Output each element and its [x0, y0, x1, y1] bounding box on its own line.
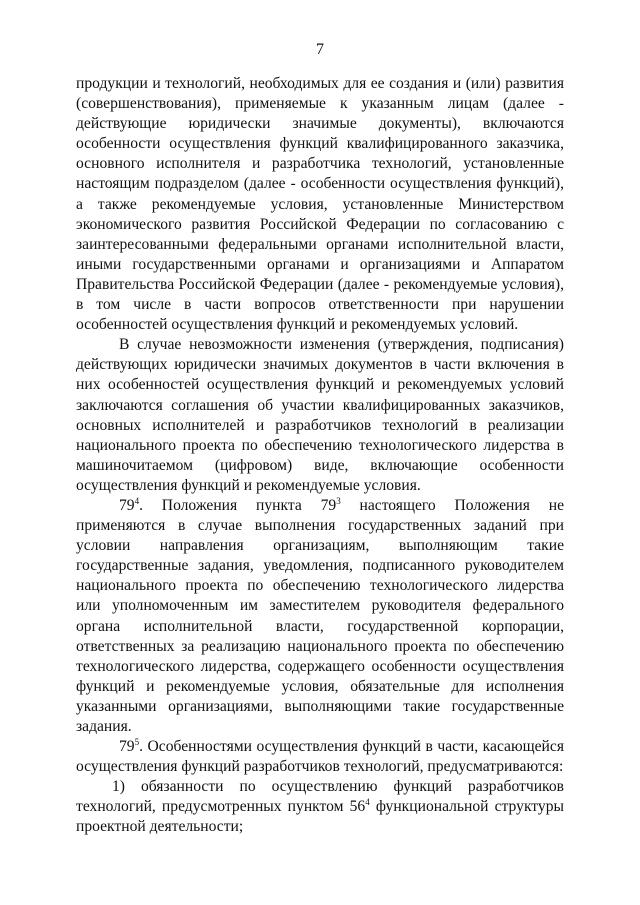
clause-number-superscript: 4 — [134, 495, 140, 506]
document-body — [76, 74, 564, 838]
list-item-text: 1) обязанности по осуществлению функций разработчиков технологий, предусмотренных пунктом 56 — [76, 778, 564, 816]
clause-number: 79 — [119, 738, 135, 756]
reference-superscript: 3 — [336, 495, 341, 506]
paragraph-continuation: продукции и технологий, необходимых для ее создания и (или) развития (совершенствования), применяемые к указанным лицам (далее - действующие юридически значимые документы), включаются особенности осуществления функций квалифицированного заказчика, основного исполнителя и разработчика технологий, установленные настоящим подразделом (далее - особенности осуществления функций), а также рекомендуемые условия, установленные Министерством экономического развития Российской Федерации по согласованию с заинтересованными федеральными органами исполнительной власти, иными государственными органами и организациями и Аппаратом Правительства Российской Федерации (далее - рекомендуемые условия), в том числе в части вопросов ответственности при нарушении особенностей осуществления функций и рекомендуемых условий. — [76, 75, 564, 334]
list-item-text: функциональной структуры проектной деятельности; — [76, 798, 564, 836]
list-item-1 — [76, 777, 564, 837]
clause-number-superscript: 5 — [134, 736, 140, 747]
paragraph-text: . Особенностями осуществления функций в части, касающейся осуществления функций разработчиков технологий, предусматриваются: — [76, 738, 564, 776]
paragraph-79-4 — [76, 496, 564, 737]
paragraph-text: . Положения пункта 79 — [139, 496, 337, 514]
paragraph-agreements: В случае невозможности изменения (утверждения, подписания) действующих юридически значимых документов в части включения в них особенностей осуществления функций и рекомендуемых условий заключаются соглашения об участии квалифицированных заказчиков, основных исполнителей и разработчиков технологий в реализации национального проекта по обеспечению технологического лидерства в машиночитаемом (цифровом) виде, включающие особенности осуществления функций и рекомендуемые условия. — [76, 336, 564, 494]
page-number: 7 — [316, 41, 324, 58]
clause-number: 79 — [119, 496, 135, 514]
reference-superscript: 4 — [365, 797, 370, 808]
paragraph-79-5 — [76, 737, 564, 777]
paragraph-text: настоящего Положения не применяются в случае выполнения государственных заданий при условии направления организациям, выполняющим такие государственные задания, уведомления, подписанного руководителем национального проекта по обеспечению технологического лидерства или уполномоченным им заместителем руководителя федерального органа исполнительной власти, государственной корпорации, ответственных за реализацию национального проекта по обеспечению технологического лидерства, содержащего особенности осуществления функций и рекомендуемые условия, обязательные для исполнения указанными организациями, выполняющими такие государственные задания. — [76, 496, 564, 735]
